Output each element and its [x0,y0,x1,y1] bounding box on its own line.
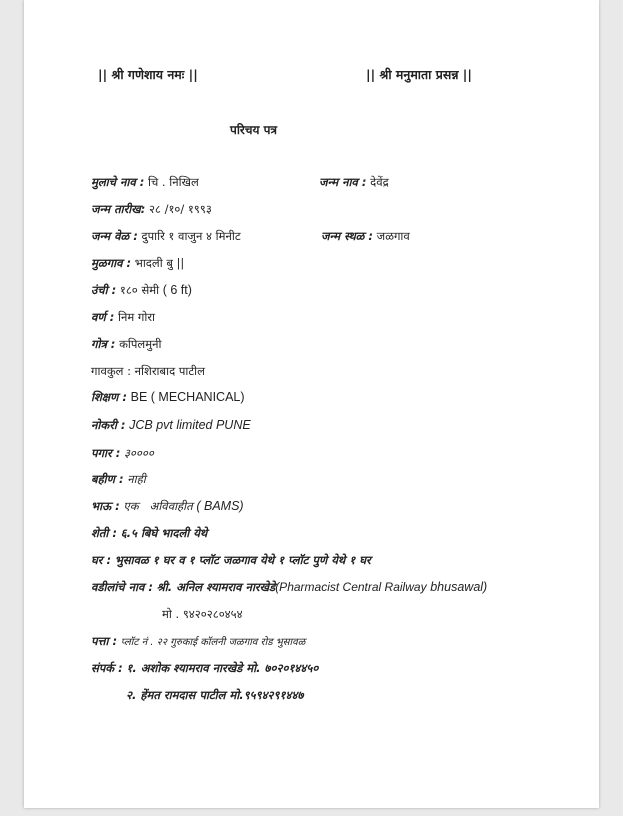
page-title: परिचय पत्र [230,123,278,137]
field-child-name: मुलाचे नाव : चि . निखिल [91,175,199,189]
field-contact: संपर्क : १. अशोक श्यामराव नारखेडे मो. ७०२०१४४५० [91,661,319,675]
field-birth-time: जन्म वेळ : दुपारि १ वाजुन ४ मिनीट [91,229,241,243]
header-left: || श्री गणेशाय नमः || [98,67,198,82]
field-salary: पगार : ३०००० [91,446,154,460]
field-job: नोकरी : JCB pvt limited PUNE [91,418,251,432]
field-address: पत्ता : प्लॉट नं . २२ गुरुकाई कॉलनी जळगाव रोड भुसावळ [91,634,306,648]
header-right: || श्री मनुमाता प्रसन्न || [366,67,472,82]
field-birth-name: जन्म नाव : देवेंद्र [319,175,389,189]
field-complexion: वर्ण : निम गोरा [91,310,155,324]
field-brother: भाऊ : एक अविवाहीत ( BAMS) [91,499,244,513]
field-education: शिक्षण : BE ( MECHANICAL) [91,390,245,404]
field-village-clan: गावकुल : नशिराबाद पाटील [91,364,205,378]
document-page [24,0,599,808]
field-father-name: वडीलांचे नाव : श्री. अनिल श्यामराव नारखेडे(Pharmacist Central Railway bhusawal) [91,580,488,594]
field-gotra: गोत्र : कपिलमुनी [91,337,162,351]
field-native-place: मुळगाव : भादली बु || [91,256,185,270]
field-height: उंची : १८० सेमी ( 6 ft) [91,283,192,297]
field-father-mobile: मो . ९४२०२८०४५४ [162,607,243,621]
field-birth-date: जन्म तारीख: २८ /१०/ १९९३ [91,202,212,216]
field-farm: शेती : ६.५ बिघे भादली येथे [91,526,208,540]
field-birth-place: जन्म स्थळ : जळगाव [321,229,410,243]
field-contact-line2: २. हेंमत रामदास पाटील मो.९५९४२९१४४७ [126,688,304,702]
field-house: घर : भुसावळ १ घर व १ प्लॉट जळगाव येथे १ प्लॉट पुणे येथे १ घर [91,553,371,567]
field-sister: बहीण : नाही [91,472,146,486]
